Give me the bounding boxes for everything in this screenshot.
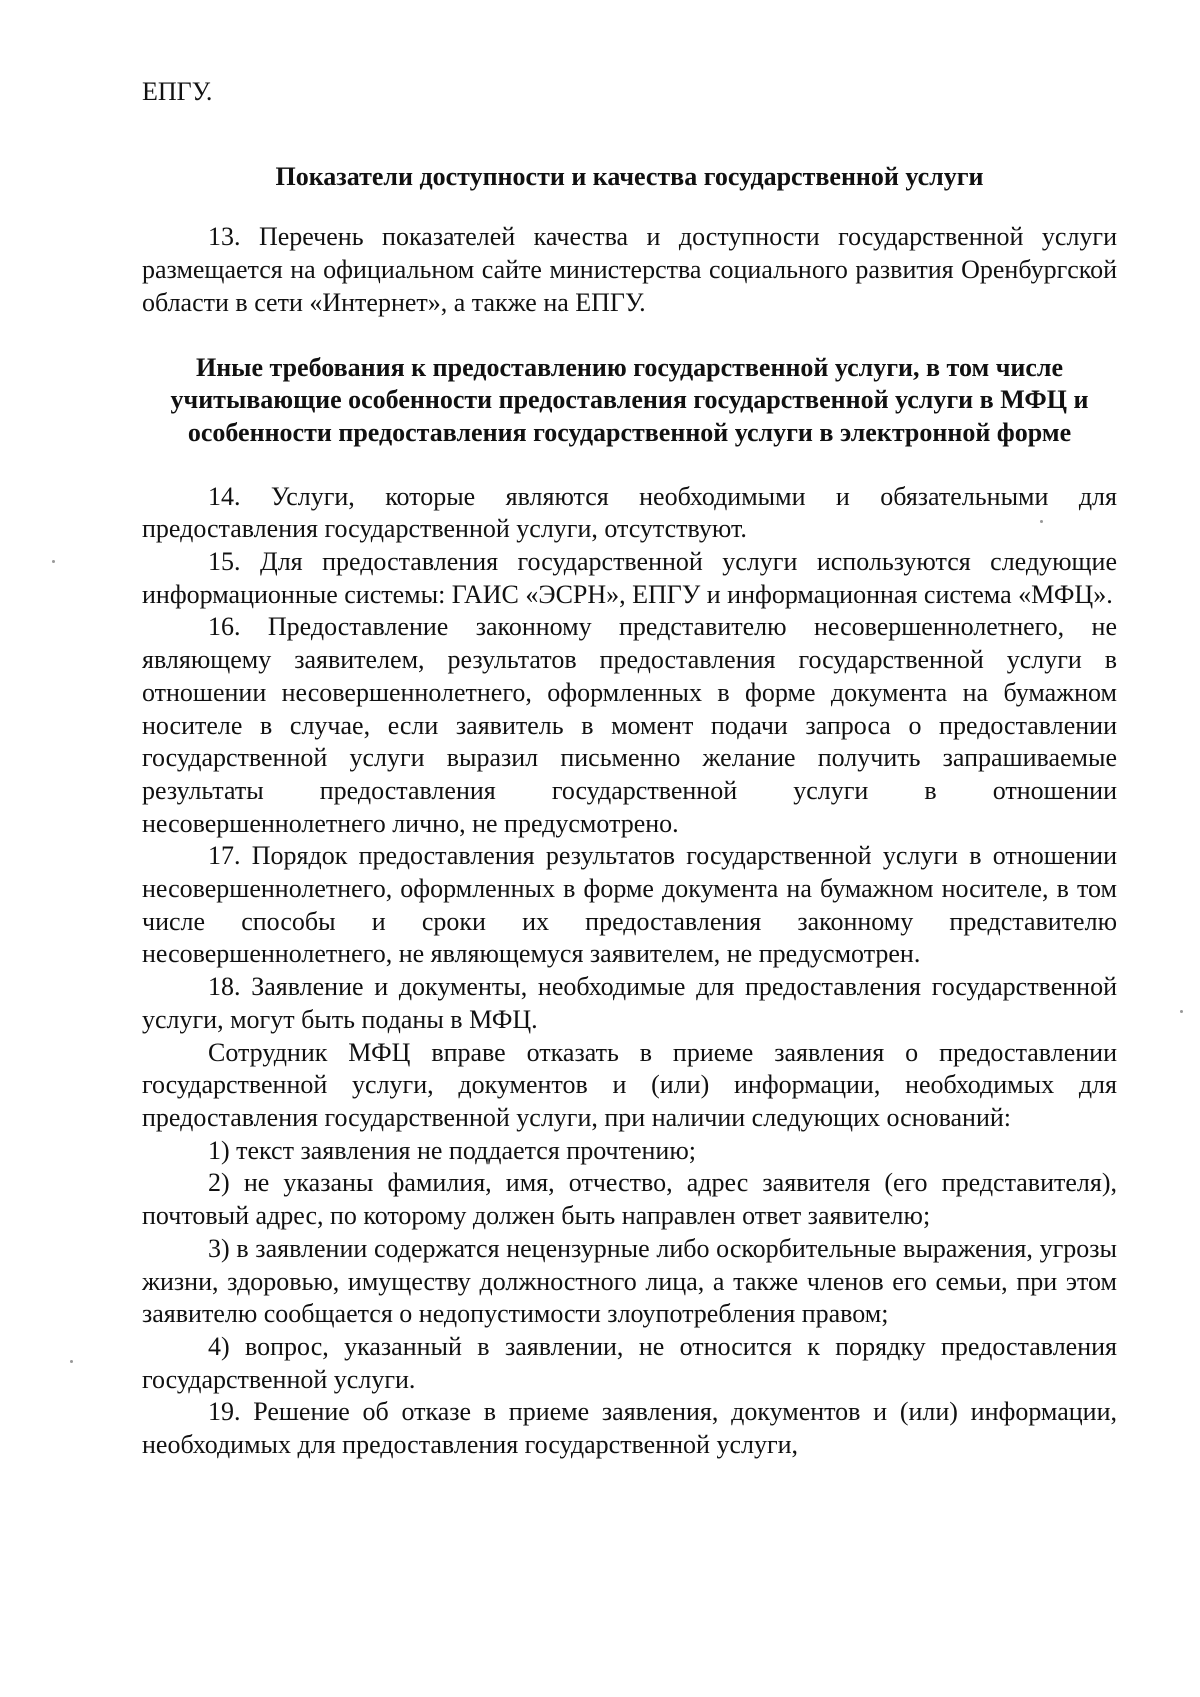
paragraph-14: 14. Услуги, которые являются необходимыми и обязательными для предоставления государственной услуги, отсутствуют. [142,481,1117,544]
scan-speck [52,560,55,563]
refusal-ground: 1) текст заявления не поддается прочтению; [208,1135,696,1165]
continued-text: ЕПГУ. [142,77,213,106]
document-body [142,76,1117,1462]
refusal-ground: 4) вопрос, указанный в заявлении, не относится к порядку предоставления государственной услуги. [142,1331,1117,1394]
paragraph-13: 13. Перечень показателей качества и доступности государственной услуги размещается на официальном сайте министерства социального развития Оренбургской области в сети «Интернет», а также на ЕПГУ. [142,222,1117,317]
scan-speck [1180,1010,1183,1013]
section-heading-quality: Показатели доступности и качества государственной услуги [275,161,984,191]
paragraph-18-refusal: Сотрудник МФЦ вправе отказать в приеме заявления о предоставлении государственной услуги, документов и (или) информации, необходимых для предоставления государственной услуги, при наличии следующих оснований: [142,1037,1117,1132]
paragraph-16: 16. Предоставление законному представителю несовершеннолетнего, не являющему заявителем, результатов предоставления государственной услуги в отношении несовершеннолетнего, оформленных в форме документа на бумажном носителе в случае, если заявитель в момент подачи запроса о предоставлении государственной услуги выразил письменно желание получить запрашиваемые результаты предоставления государственной услуги в отношении несовершеннолетнего лично, не предусмотрено. [142,612,1117,838]
section-heading-other-requirements: Иные требования к предоставлению государственной услуги, в том числе учитывающие особенности предоставления государственной услуги в МФЦ и особенности предоставления государственной услуги в электронной форме [170,352,1089,447]
scan-speck [1040,520,1043,523]
paragraph-15: 15. Для предоставления государственной услуги используются следующие информационные системы: ГАИС «ЭСРН», ЕПГУ и информационная система «МФЦ». [142,547,1117,609]
scan-speck [70,1360,73,1363]
paragraph-18: 18. Заявление и документы, необходимые для предоставления государственной услуги, могут быть поданы в МФЦ. [142,972,1117,1034]
refusal-ground: 3) в заявлении содержатся нецензурные либо оскорбительные выражения, угрозы жизни, здоровью, имуществу должностного лица, а также членов его семьи, при этом заявителю сообщается о недопустимости злоупотребления правом; [142,1233,1117,1329]
paragraph-17: 17. Порядок предоставления результатов государственной услуги в отношении несовершеннолетнего, оформленных в форме документа на бумажном носителе, в том числе способы и сроки их предоставления законному представителю несовершеннолетнего, не являющемуся заявителем, не предусмотрен. [142,841,1117,969]
paragraph-19: 19. Решение об отказе в приеме заявления, документов и (или) информации, необходимых для предоставления государственной услуги, [142,1397,1117,1460]
refusal-ground: 2) не указаны фамилия, имя, отчество, адрес заявителя (его представителя), почтовый адрес, по которому должен быть направлен ответ заявителю; [142,1168,1117,1231]
